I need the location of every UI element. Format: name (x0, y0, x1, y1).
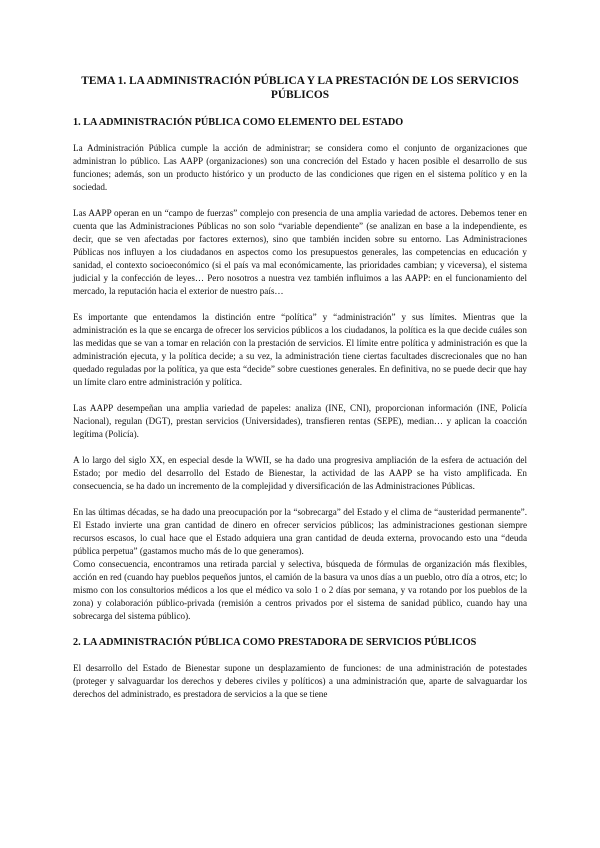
document-title: TEMA 1. LA ADMINISTRACIÓN PÚBLICA Y LA PRESTACIÓN DE LOS SERVICIOS PÚBLICOS (81, 75, 519, 101)
section-1-heading: 1. LA ADMINISTRACIÓN PÚBLICA COMO ELEMENTO DEL ESTADO (73, 117, 404, 128)
document-page (73, 74, 527, 714)
section-2-heading: 2. LA ADMINISTRACIÓN PÚBLICA COMO PRESTADORA DE SERVICIOS PÚBLICOS (73, 637, 477, 648)
paragraph-2-1: El desarrollo del Estado de Bienestar supone un desplazamiento de funciones: de una administración de potestades (proteger y salvaguardar los derechos y deberes civiles y políticos) a una administración que, aparte de salvaguardar los derechos del administrado, es prestadora de servicios a la que se tiene (73, 663, 527, 699)
paragraph-1-6: En las últimas décadas, se ha dado una preocupación por la “sobrecarga” del Estado y el clima de “austeridad permanente”. El Estado invierte una gran cantidad de dinero en ofrecer servicios públicos; las administraciones gestionan siempre recursos escasos, lo cual hace que el Estado adquiera una gran cantidad de deuda externa, provocando esto una “deuda pública perpetua” (gastamos mucho más de lo que generamos). (73, 507, 527, 556)
paragraph-1-4: Las AAPP desempeñan una amplia variedad de papeles: analiza (INE, CNI), proporcionan información (INE, Policía Nacional), regulan (DGT), prestan servicios (Universidades), transfieren rentas (SEPE), median… y aplican la coacción legítima (Policía). (73, 403, 527, 439)
paragraph-1-2: Las AAPP operan en un “campo de fuerzas” complejo con presencia de una amplia variedad de actores. Debemos tener en cuenta que las Administraciones Públicas no son solo “variable dependiente” (se analizan en base a la independiente, es decir, que se ven afectadas por factores externos), sino que también inciden sobre su entorno. Las Administraciones Públicas nos influyen a los ciudadanos en aspectos como los presupuestos generales, las competencias en educación y sanidad, el contexto socioeconómico (si el país va mal económicamente, las prioridades cambian; y viceversa), el sistema judicial y la confección de leyes… Pero nosotros a nuestra vez también influimos a las AAPP: en el funcionamiento del mercado, la reputación hacia el exterior de nuestro país… (73, 208, 527, 296)
paragraph-1-1: La Administración Pública cumple la acción de administrar; se considera como el conjunto de organizaciones que administran lo público. Las AAPP (organizaciones) son una concreción del Estado y hacen posible el desarrollo de sus funciones; además, son un producto histórico y un producto de las condiciones que rigen en el sistema político y en la sociedad. (73, 143, 527, 192)
paragraph-1-7: Como consecuencia, encontramos una retirada parcial y selectiva, búsqueda de fórmulas de organización más flexibles, acción en red (cuando hay pueblos pequeños juntos, el camión de la basura va unos días a un pueblo, otro día a otros, etc; lo mismo con los consultorios médicos a los que el médico va solo 1 o 2 días por semana, y va rotando por los pueblos de la zona) y colaboración público-privada (remisión a centros privados por el sistema de sanidad público, cuando hay una sobrecarga del sistema público). (73, 559, 527, 621)
paragraph-1-5: A lo largo del siglo XX, en especial desde la WWII, se ha dado una progresiva ampliación de la esfera de actuación del Estado; por medio del desarrollo del Estado de Bienestar, la actividad de las AAPP se ha visto amplificada. En consecuencia, se ha dado un incremento de la complejidad y diversificación de las Administraciones Públicas. (73, 455, 527, 491)
paragraph-1-3: Es importante que entendamos la distinción entre “política” y “administración” y sus límites. Mientras que la administración es la que se encarga de ofrecer los servicios públicos a los ciudadanos, la política es la que decide cuáles son las medidas que se van a tomar en relación con la prestación de servicios. El límite entre política y administración es que la administración ejecuta, y la política decide; a su vez, la administración tiene ciertas facultades discrecionales que no han quedado reguladas por la política, ya que esta “decide” sobre cuestiones generales. En definitiva, no se puede decir que hay un límite claro entre administración y política. (73, 312, 527, 387)
